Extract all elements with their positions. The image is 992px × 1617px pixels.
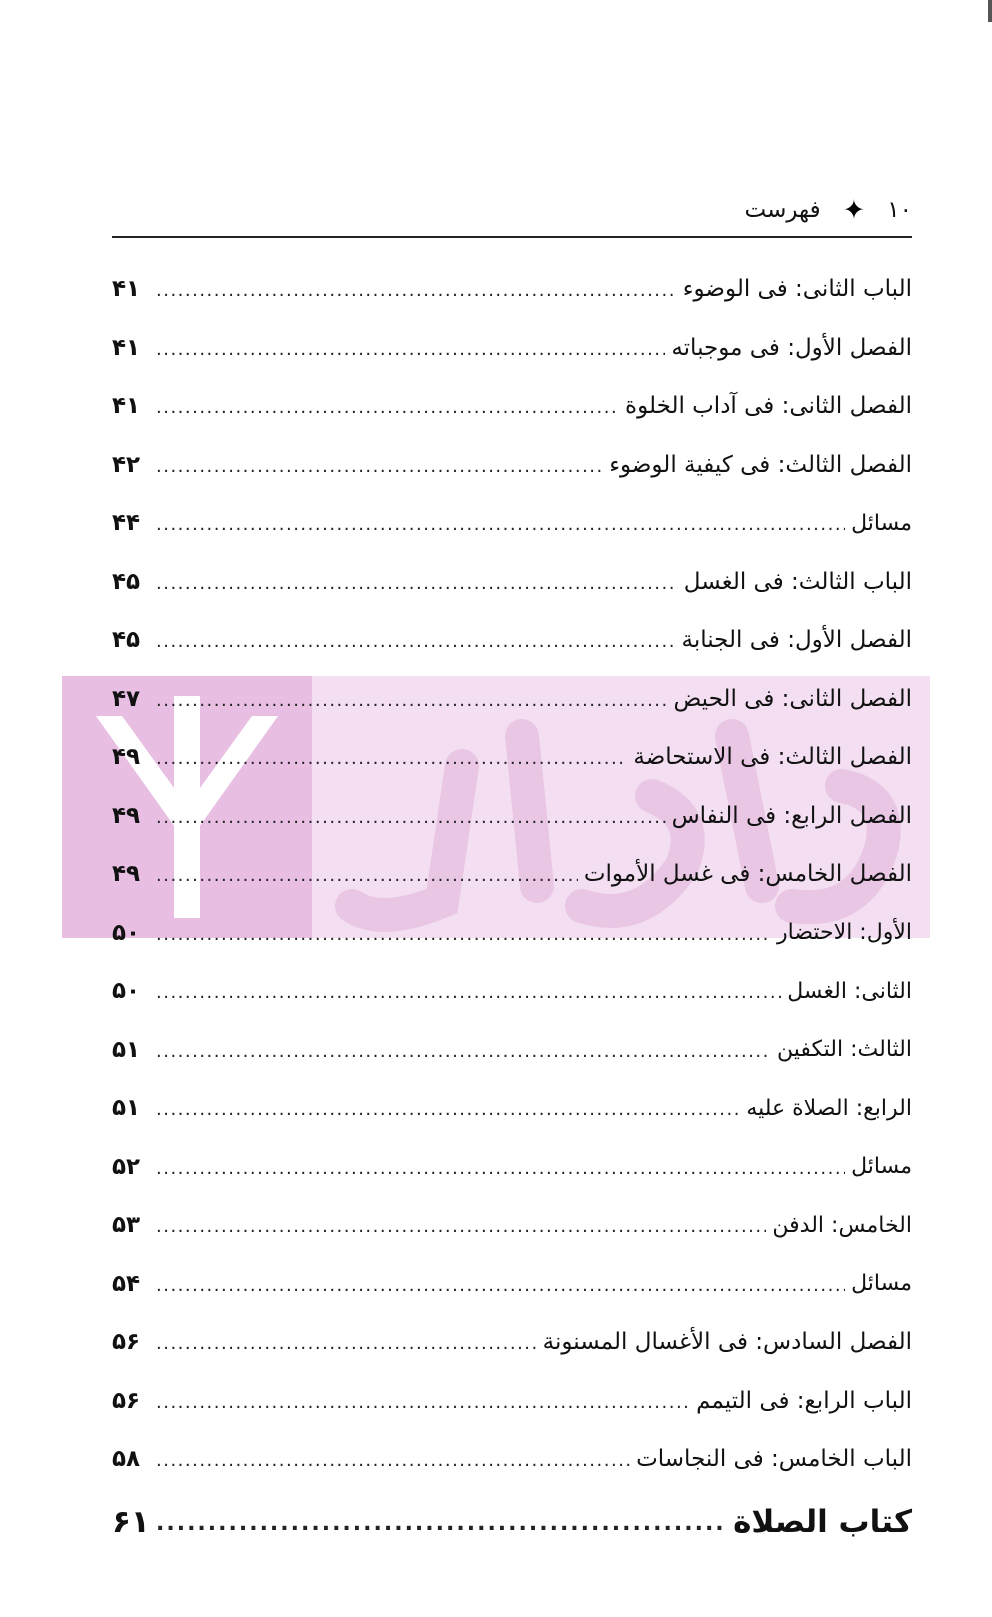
toc-leader-dots (156, 1271, 845, 1297)
toc-leader-dots (156, 569, 678, 595)
toc-entry[interactable] (112, 1372, 912, 1431)
toc-leader-dots (156, 1095, 740, 1121)
toc-entry[interactable] (112, 319, 912, 378)
toc-entry[interactable] (112, 553, 912, 612)
toc-leader-dots (156, 335, 665, 361)
toc-leader-dots (156, 1446, 630, 1472)
toc-entry[interactable] (112, 728, 912, 787)
toc-entry[interactable] (112, 1196, 912, 1255)
toc-leader-dots (156, 1509, 727, 1535)
toc-entry-page-number: ۵۸ (112, 1446, 141, 1473)
toc-entry[interactable] (112, 845, 912, 904)
toc-entry-label: الفصل الثانی: فی الحیض (673, 685, 912, 712)
toc-entry[interactable] (112, 1430, 912, 1489)
toc-entry-page-number: ۴۴ (112, 510, 141, 537)
toc-entry-page-number: ۴۱ (112, 334, 141, 361)
toc-leader-dots (156, 803, 666, 829)
toc-entry-page-number: ۴۷ (112, 685, 141, 712)
toc-leader-dots (156, 744, 627, 770)
toc-leader-dots (156, 452, 603, 478)
toc-entry[interactable] (112, 377, 912, 436)
toc-leader-dots (156, 1388, 690, 1414)
toc-entry[interactable] (112, 962, 912, 1021)
toc-entry-page-number: ۴۲ (112, 451, 141, 478)
toc-leader-dots (156, 276, 677, 302)
toc-leader-dots (156, 1037, 771, 1063)
toc-entry-page-number: ۵۱ (112, 1095, 141, 1122)
toc-entry[interactable] (112, 494, 912, 553)
toc-entry[interactable] (112, 1489, 912, 1555)
toc-entry-label: الباب الخامس: فی النجاسات (636, 1446, 912, 1473)
toc-entry-page-number: ۵۲ (112, 1153, 141, 1180)
header-rule (112, 236, 912, 238)
toc-entry-label: کتاب الصلاة (733, 1503, 912, 1540)
toc-entry-label: الخامس: الدفن (772, 1212, 912, 1238)
star-separator-icon: ✦ (842, 194, 866, 226)
toc-entry-label: الفصل الثانی: فی آداب الخلوة (625, 393, 912, 420)
toc-entry-label: الفصل الأول: فی موجباته (671, 334, 912, 361)
toc-entry-page-number: ۴۹ (112, 802, 141, 829)
toc-entry-label: الفصل الثالث: فی کیفیة الوضوء (609, 451, 912, 478)
toc-entry[interactable] (112, 904, 912, 963)
toc-entry-label: مسائل (851, 1154, 912, 1180)
toc-entry[interactable] (112, 260, 912, 319)
toc-entry[interactable] (112, 1313, 912, 1372)
toc-entry-page-number: ۴۹ (112, 744, 141, 771)
toc-entry-page-number: ۵۳ (112, 1212, 141, 1239)
toc-entry-label: الثالث: التکفین (777, 1037, 912, 1063)
toc-entry[interactable] (112, 787, 912, 846)
toc-entry-page-number: ۴۹ (112, 861, 141, 888)
toc-leader-dots (156, 861, 578, 887)
toc-entry-page-number: ۵۶ (112, 1387, 141, 1414)
toc-entry-label: الفصل الخامس: فی غسل الأموات (583, 861, 912, 888)
toc-entry-page-number: ۴۱ (112, 276, 141, 303)
toc-entry-page-number: ۵۴ (112, 1270, 141, 1297)
toc-entry[interactable] (112, 1255, 912, 1314)
toc-entry-page-number: ۵۰ (112, 919, 141, 946)
header-page-number: ۱۰ (887, 197, 912, 223)
toc-leader-dots (156, 1329, 537, 1355)
toc-entry[interactable] (112, 1079, 912, 1138)
toc-entry[interactable] (112, 436, 912, 495)
toc-leader-dots (156, 627, 676, 653)
toc-entry-label: الرابع: الصلاة علیه (746, 1095, 912, 1121)
toc-entry-page-number: ۵۱ (112, 1036, 141, 1063)
toc-entry-page-number: ۵۶ (112, 1329, 141, 1356)
toc-entry-page-number: ۴۵ (112, 568, 141, 595)
toc-entry[interactable] (112, 1138, 912, 1197)
toc-leader-dots (156, 393, 619, 419)
table-of-contents (112, 260, 912, 1555)
toc-entry-label: الفصل الثالث: فی الاستحاضة (633, 744, 912, 771)
toc-entry[interactable] (112, 670, 912, 729)
toc-leader-dots (156, 1154, 845, 1180)
toc-entry-label: الباب الرابع: فی التیمم (696, 1387, 912, 1414)
toc-leader-dots (156, 686, 667, 712)
page-header (112, 186, 912, 234)
toc-entry-label: الأول: الاحتضار (777, 920, 912, 946)
toc-entry-page-number: ۴۵ (112, 627, 141, 654)
toc-entry-page-number: ۵۰ (112, 978, 141, 1005)
toc-entry-label: الثانی: الغسل (787, 978, 912, 1004)
toc-entry[interactable] (112, 611, 912, 670)
toc-leader-dots (156, 510, 845, 536)
toc-entry-label: الفصل السادس: فی الأغسال المسنونة (542, 1329, 912, 1356)
scan-edge-mark (988, 0, 992, 22)
toc-entry-label: الفصل الرابع: فی النفاس (671, 802, 912, 829)
toc-entry-label: الباب الثانی: فی الوضوء (682, 276, 912, 303)
toc-entry-label: مسائل (851, 510, 912, 536)
header-title: فهرست (744, 197, 821, 223)
toc-leader-dots (156, 978, 781, 1004)
toc-entry-label: الفصل الأول: فی الجنابة (681, 627, 912, 654)
toc-entry-label: مسائل (851, 1271, 912, 1297)
toc-entry-page-number: ۶۱ (112, 1503, 150, 1540)
toc-entry-page-number: ۴۱ (112, 393, 141, 420)
toc-entry-label: الباب الثالث: فی الغسل (683, 568, 912, 595)
toc-leader-dots (156, 920, 771, 946)
toc-entry[interactable] (112, 1021, 912, 1080)
toc-leader-dots (156, 1212, 766, 1238)
